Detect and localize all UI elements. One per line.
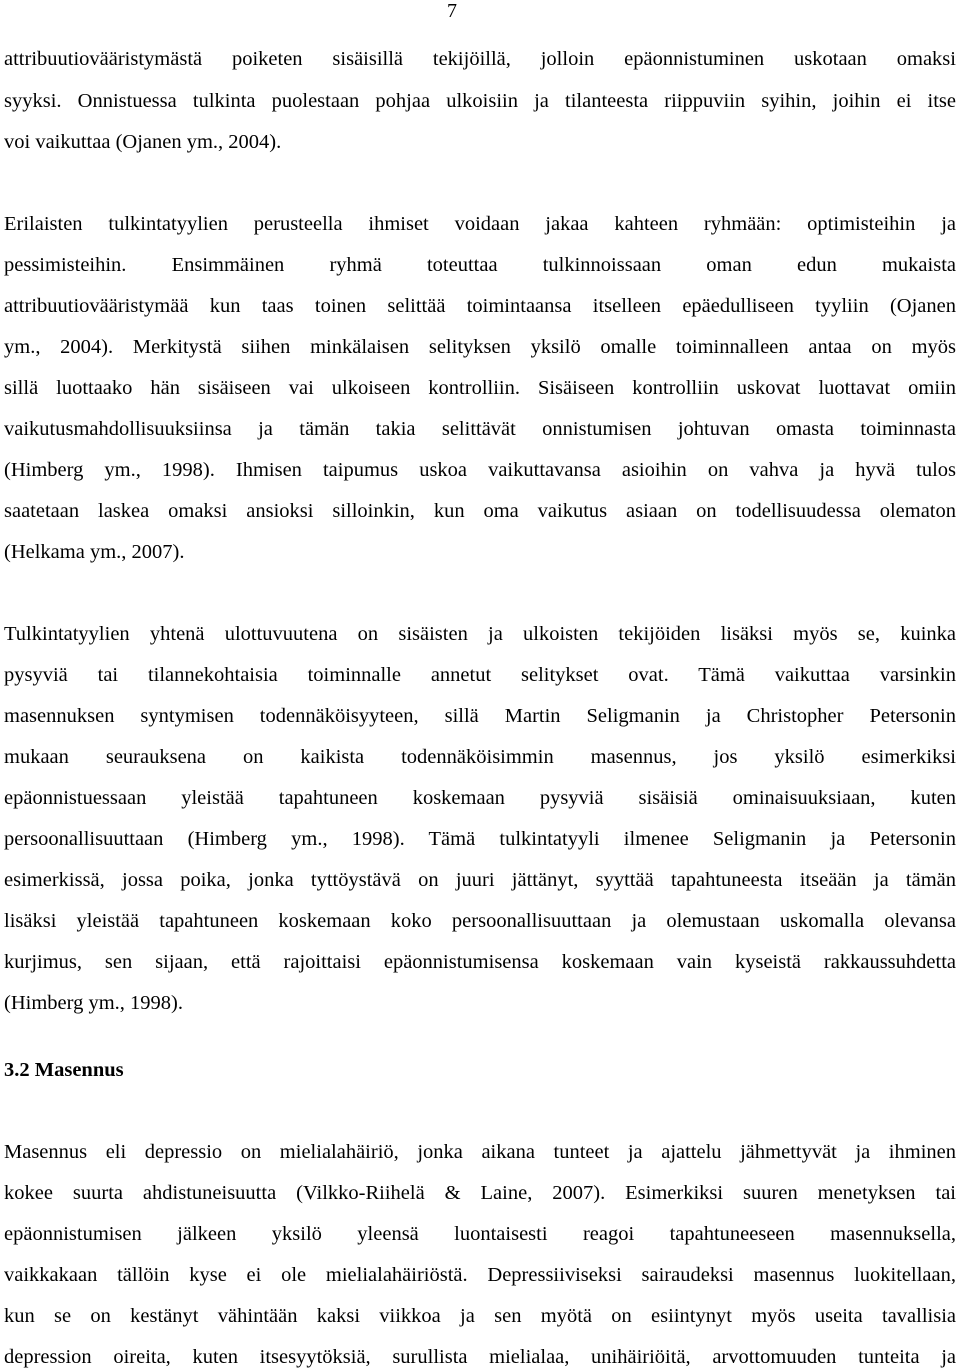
text-line: kokee suurta ahdistuneisuutta (Vilkko-Riihelä & Laine, 2007). Esimerkiksi suuren menetyksen tai — [4, 1182, 956, 1204]
text-line: saatetaan laskea omaksi ansioksi silloinkin, kun oma vaikutus asiaan on todellisuudessa olematon — [4, 500, 956, 522]
text-line: pessimisteihin. Ensimmäinen ryhmä toteuttaa tulkinnoissaan oman edun mukaista — [4, 254, 956, 276]
text-line: attribuutiovääristymää kun taas toinen selittää toimintaansa itselleen epäedulliseen tyyliin (Ojanen — [4, 295, 956, 317]
text-line: pysyviä tai tilannekohtaisia toiminnalle annetut selitykset ovat. Tämä vaikuttaa varsinkin — [4, 664, 956, 686]
page-number: 7 — [447, 0, 457, 22]
text-line: mukaan seurauksena on kaikista todennäköisimmin masennus, jos yksilö esimerkiksi — [4, 746, 956, 768]
section-heading: 3.2 Masennus — [4, 1059, 124, 1081]
text-line: (Himberg ym., 1998). Ihmisen taipumus uskoa vaikuttavansa asioihin on vahva ja hyvä tulos — [4, 459, 956, 481]
text-line: epäonnistuessaan yleistää tapahtuneen koskemaan pysyviä sisäisiä ominaisuuksiaan, kuten — [4, 787, 956, 809]
text-line: depression oireita, kuten itsesyytöksiä, surullista mielialaa, unihäiriöitä, arvottomuuden tunteita ja — [4, 1346, 956, 1368]
text-line: (Helkama ym., 2007). — [4, 541, 185, 563]
text-line: lisäksi yleistää tapahtuneen koskemaan koko persoonallisuuttaan ja olemustaan uskomalla olevansa — [4, 910, 956, 932]
text-line: esimerkissä, jossa poika, jonka tyttöystävä on juuri jättänyt, syyttää tapahtuneesta itseään ja tämän — [4, 869, 956, 891]
text-line: persoonallisuuttaan (Himberg ym., 1998). Tämä tulkintatyyli ilmenee Seligmanin ja Petersonin — [4, 828, 956, 850]
text-line: ym., 2004). Merkitystä siihen minkälaisen selityksen yksilö omalle toiminnalleen antaa on myös — [4, 336, 956, 358]
text-line: masennuksen syntymisen todennäköisyyteen, sillä Martin Seligmanin ja Christopher Petersonin — [4, 705, 956, 727]
text-line: kurjimus, sen sijaan, että rajoittaisi epäonnistumisensa koskemaan vain kyseistä rakkaussuhdetta — [4, 951, 956, 973]
text-line: kun se on kestänyt vähintään kaksi viikkoa ja sen myötä on esiintynyt myös useita tavallisia — [4, 1305, 956, 1327]
text-line: (Himberg ym., 1998). — [4, 992, 183, 1014]
text-line: sillä luottaako hän sisäiseen vai ulkoiseen kontrolliin. Sisäiseen kontrolliin uskovat luottavat omiin — [4, 377, 956, 399]
text-line: vaikkakaan tällöin kyse ei ole mielialahäiriöstä. Depressiiviseksi sairaudeksi masennus luokitellaan, — [4, 1264, 956, 1286]
text-line: vaikutusmahdollisuuksiinsa ja tämän takia selittävät onnistumisen johtuvan omasta toiminnasta — [4, 418, 956, 440]
text-line: Tulkintatyylien yhtenä ulottuvuutena on sisäisten ja ulkoisten tekijöiden lisäksi myös se, kuinka — [4, 623, 956, 645]
text-line: attribuutiovääristymästä poiketen sisäisillä tekijöillä, jolloin epäonnistuminen uskotaan omaksi — [4, 48, 956, 70]
text-line: syyksi. Onnistuessa tulkinta puolestaan pohjaa ulkoisiin ja tilanteesta riippuviin syihin, joihin ei itse — [4, 90, 956, 112]
text-line: epäonnistumisen jälkeen yksilö yleensä luontaisesti reagoi tapahtuneeseen masennuksella, — [4, 1223, 956, 1245]
text-line: Masennus eli depressio on mielialahäiriö, jonka aikana tunteet ja ajattelu jähmettyvät ja ihminen — [4, 1141, 956, 1163]
text-line: Erilaisten tulkintatyylien perusteella ihmiset voidaan jakaa kahteen ryhmään: optimisteihin ja — [4, 213, 956, 235]
text-line: voi vaikuttaa (Ojanen ym., 2004). — [4, 131, 282, 153]
